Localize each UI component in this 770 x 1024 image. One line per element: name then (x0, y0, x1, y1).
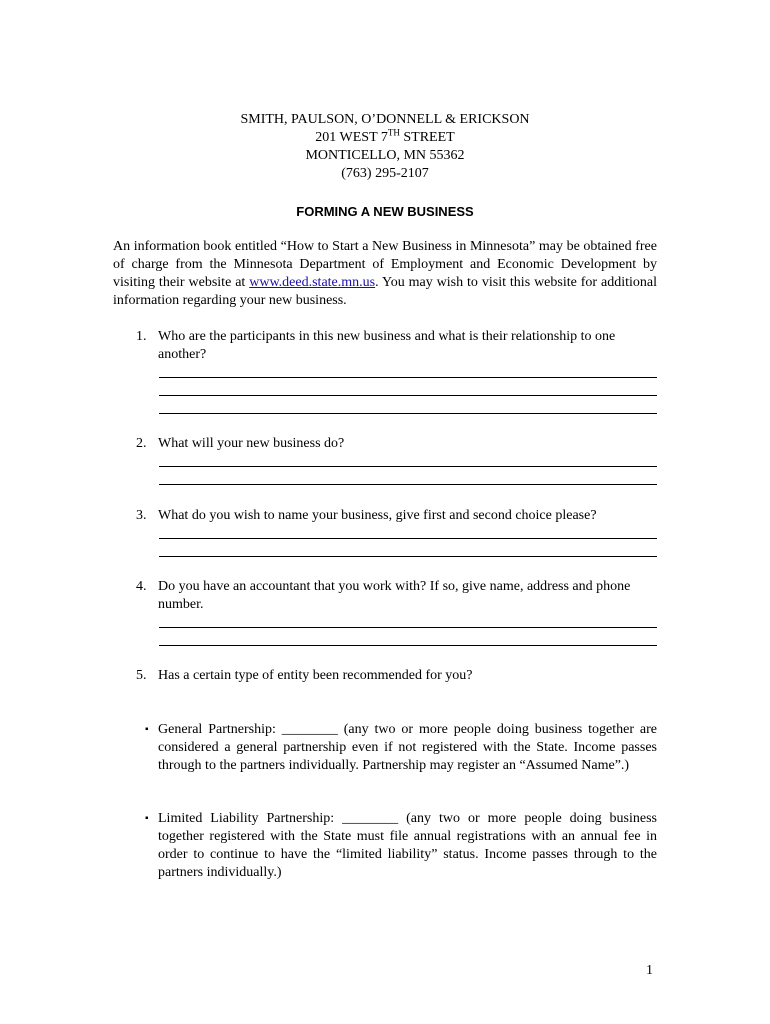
answer-line[interactable] (159, 645, 657, 646)
bullet-icon: ▪ (145, 813, 149, 824)
answer-line[interactable] (159, 377, 657, 378)
question-text: What will your new business do? (158, 436, 345, 451)
website-link[interactable]: www.deed.state.mn.us (249, 275, 376, 290)
question-number: 1. (136, 329, 147, 344)
question-1 (136, 328, 657, 364)
answer-line[interactable] (159, 627, 657, 628)
intro-text-before-link: An information book entitled “How to Start a New Business in Minnesota” may be obtained free of charge from the Minnesota Department of Employment and Economic Development by visiting their website at (113, 239, 657, 290)
question-2 (136, 435, 657, 453)
answer-line[interactable] (159, 466, 657, 467)
bullet-icon: ▪ (145, 724, 149, 735)
phone-number: (763) 295-2107 (341, 166, 429, 181)
question-number: 4. (136, 579, 147, 594)
entity-option-limited-liability-partnership (145, 810, 657, 882)
answer-line[interactable] (159, 395, 657, 396)
entity-option-general-partnership (145, 721, 657, 775)
question-text: Has a certain type of entity been recommended for you? (158, 668, 473, 683)
page-number: 1 (646, 963, 653, 978)
question-number: 3. (136, 508, 147, 523)
street-address (0, 129, 770, 147)
intro-paragraph (113, 238, 657, 310)
street-address-suffix: STREET (399, 130, 455, 145)
intro-text-after-link: . You may wish to visit this website for additional information regarding your new business. (113, 275, 657, 308)
question-3 (136, 507, 657, 525)
entity-option-text: General Partnership: ________ (any two or more people doing business together are considered a general partnership even if not registered with the State. Income passes through to the partners individually. Partnership may register an “Assumed Name”.) (158, 722, 657, 773)
question-number: 2. (136, 436, 147, 451)
question-5 (136, 667, 657, 685)
firm-name: SMITH, PAULSON, O’DONNELL & ERICKSON (240, 112, 530, 127)
answer-line[interactable] (159, 413, 657, 414)
question-text: Do you have an accountant that you work with? If so, give name, address and phone number. (158, 579, 631, 612)
entity-option-text: Limited Liability Partnership: ________ (any two or more people doing business together registered with the State must file annual registrations with an annual fee in order to continue to have the “limited liability” status. Income passes through to the partners individually.) (158, 811, 657, 880)
question-text: Who are the participants in this new business and what is their relationship to one another? (158, 329, 616, 362)
city-state-zip: MONTICELLO, MN 55362 (305, 148, 465, 163)
question-text: What do you wish to name your business, give first and second choice please? (158, 508, 597, 523)
street-address-prefix: 201 WEST 7 (315, 130, 388, 145)
street-address-superscript: TH (387, 127, 400, 138)
question-number: 5. (136, 668, 147, 683)
question-4 (136, 578, 657, 614)
answer-line[interactable] (159, 484, 657, 485)
answer-line[interactable] (159, 538, 657, 539)
letterhead (0, 111, 770, 183)
answer-line[interactable] (159, 556, 657, 557)
document-title: FORMING A NEW BUSINESS (296, 204, 474, 219)
